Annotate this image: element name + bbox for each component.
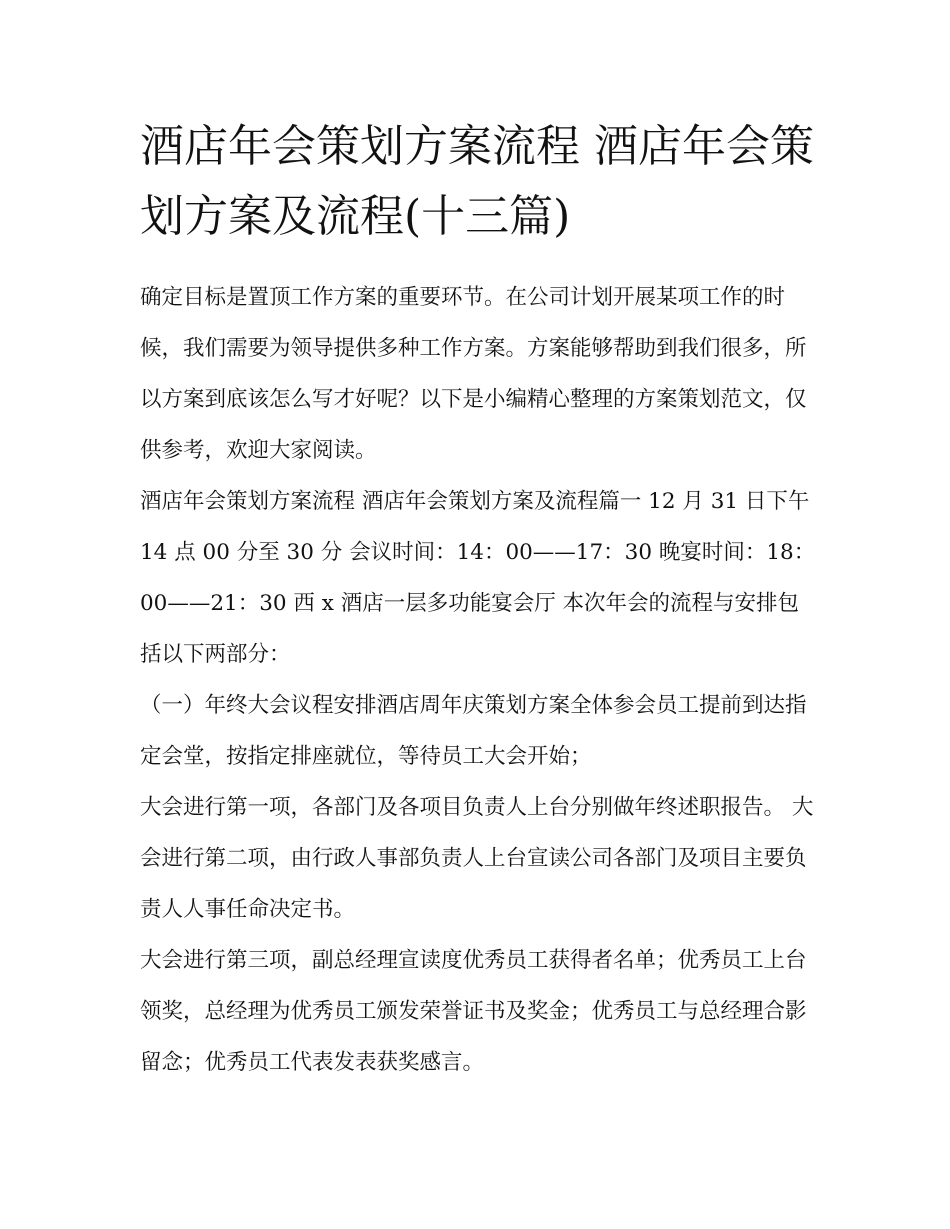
paragraph-agenda-items-one-two: 大会进行第一项，各部门及各项目负责人上台分别做年终述职报告。 大会进行第二项，由行政人事部负责人上台宣读公司各部门及项目主要负责人人事任命决定书。 — [140, 795, 814, 922]
document-body — [140, 272, 820, 1088]
document-title: 酒店年会策划方案流程 酒店年会策划方案及流程(十三篇) — [140, 121, 814, 242]
paragraph-intro: 确定目标是置顶工作方案的重要环节。在公司计划开展某项工作的时候，我们需要为领导提供多种工作方案。方案能够帮助到我们很多，所以方案到底该怎么写才好呢？以下是小编精心整理的方案策划范文，仅供参考，欢迎大家阅读。 — [140, 285, 807, 463]
paragraph-agenda-part-one: （一）年终大会议程安排酒店周年庆策划方案全体参会员工提前到达指定会堂，按指定排座就位，等待员工大会开始； — [140, 693, 807, 769]
paragraph-schedule: 酒店年会策划方案流程 酒店年会策划方案及流程篇一 12 月 31 日下午 14 点 00 分至 30 分 会议时间：14：00——17：30 晚宴时间：18：00——21：30 西 x 酒店一层多功能宴会厅 本次年会的流程与安排包括以下两部分： — [140, 489, 816, 667]
paragraph-agenda-item-three: 大会进行第三项，副总经理宣读度优秀员工获得者名单；优秀员工上台领奖，总经理为优秀员工颁发荣誉证书及奖金；优秀员工与总经理合影留念；优秀员工代表发表获奖感言。 — [140, 948, 807, 1075]
